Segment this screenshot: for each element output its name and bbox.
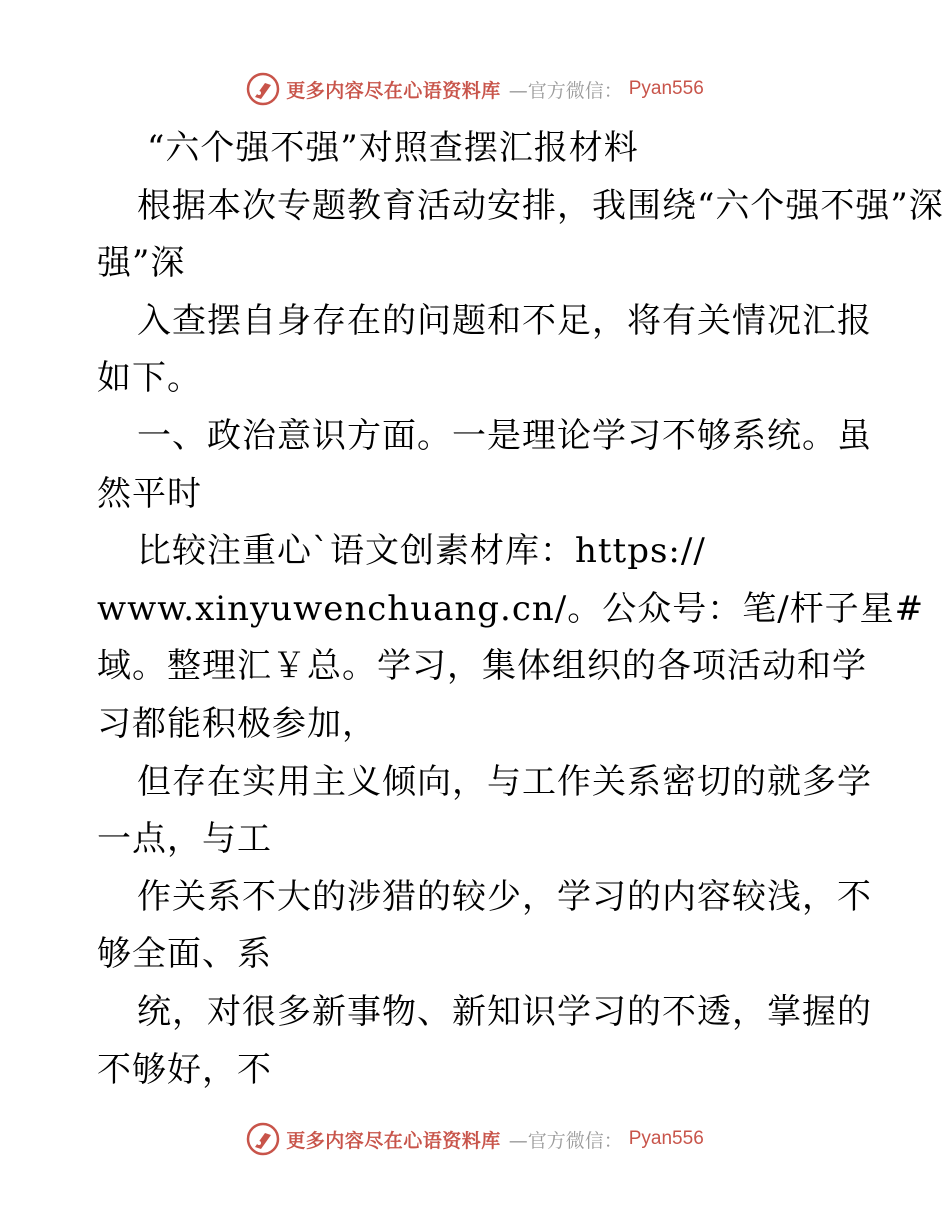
document-title: “六个强不强”对照查摆汇报材料 <box>147 128 639 168</box>
watermark-main-text: 更多内容尽在心语资料库 <box>286 1129 501 1152</box>
paragraph-line: 根据本次专题教育活动安排，我围绕“六个强不强”深 <box>137 185 944 226</box>
paragraph-line: 一、政治意识方面。一是理论学习不够系统。虽 <box>137 415 872 456</box>
watermark-wechat-id: Pyan556 <box>628 1128 704 1149</box>
paragraph-line: 不够好，不 <box>97 1049 272 1090</box>
paragraph-line: 如下。 <box>97 358 202 399</box>
watermark-separator: —官方微信： <box>508 1129 623 1152</box>
paragraph-line: 一点，与工 <box>97 819 272 860</box>
watermark-separator: —官方微信： <box>508 79 623 102</box>
paragraph-line: 域。整理汇￥总。学习，集体组织的各项活动和学 <box>97 646 867 687</box>
paragraph-line: 够全面、系 <box>97 934 272 975</box>
watermark-wechat-id: Pyan556 <box>628 78 704 99</box>
paragraph-line: www.xinyuwenchuang.cn/。公众号：笔/杆子星# <box>97 588 925 629</box>
paragraph-line: 习都能积极参加， <box>97 703 377 744</box>
paragraph-line: 入查摆自身存在的问题和不足，将有关情况汇报 <box>137 300 872 341</box>
paragraph-line: 然平时 <box>97 473 202 514</box>
header-watermark <box>0 72 950 106</box>
watermark-main-text: 更多内容尽在心语资料库 <box>286 79 501 102</box>
paragraph-line: 但存在实用主义倾向，与工作关系密切的就多学 <box>137 761 872 802</box>
pen-nib-icon <box>246 72 280 106</box>
paragraph-line: 作关系不大的涉猎的较少，学习的内容较浅，不 <box>137 876 872 917</box>
paragraph-line: 统，对很多新事物、新知识学习的不透，掌握的 <box>137 991 872 1032</box>
paragraph-line: 比较注重心`语文创素材库：https:// <box>137 531 706 572</box>
footer-watermark <box>0 1122 950 1156</box>
paragraph-line: 强”深 <box>97 243 186 284</box>
document-body <box>97 120 944 1099</box>
pen-nib-icon <box>246 1122 280 1156</box>
